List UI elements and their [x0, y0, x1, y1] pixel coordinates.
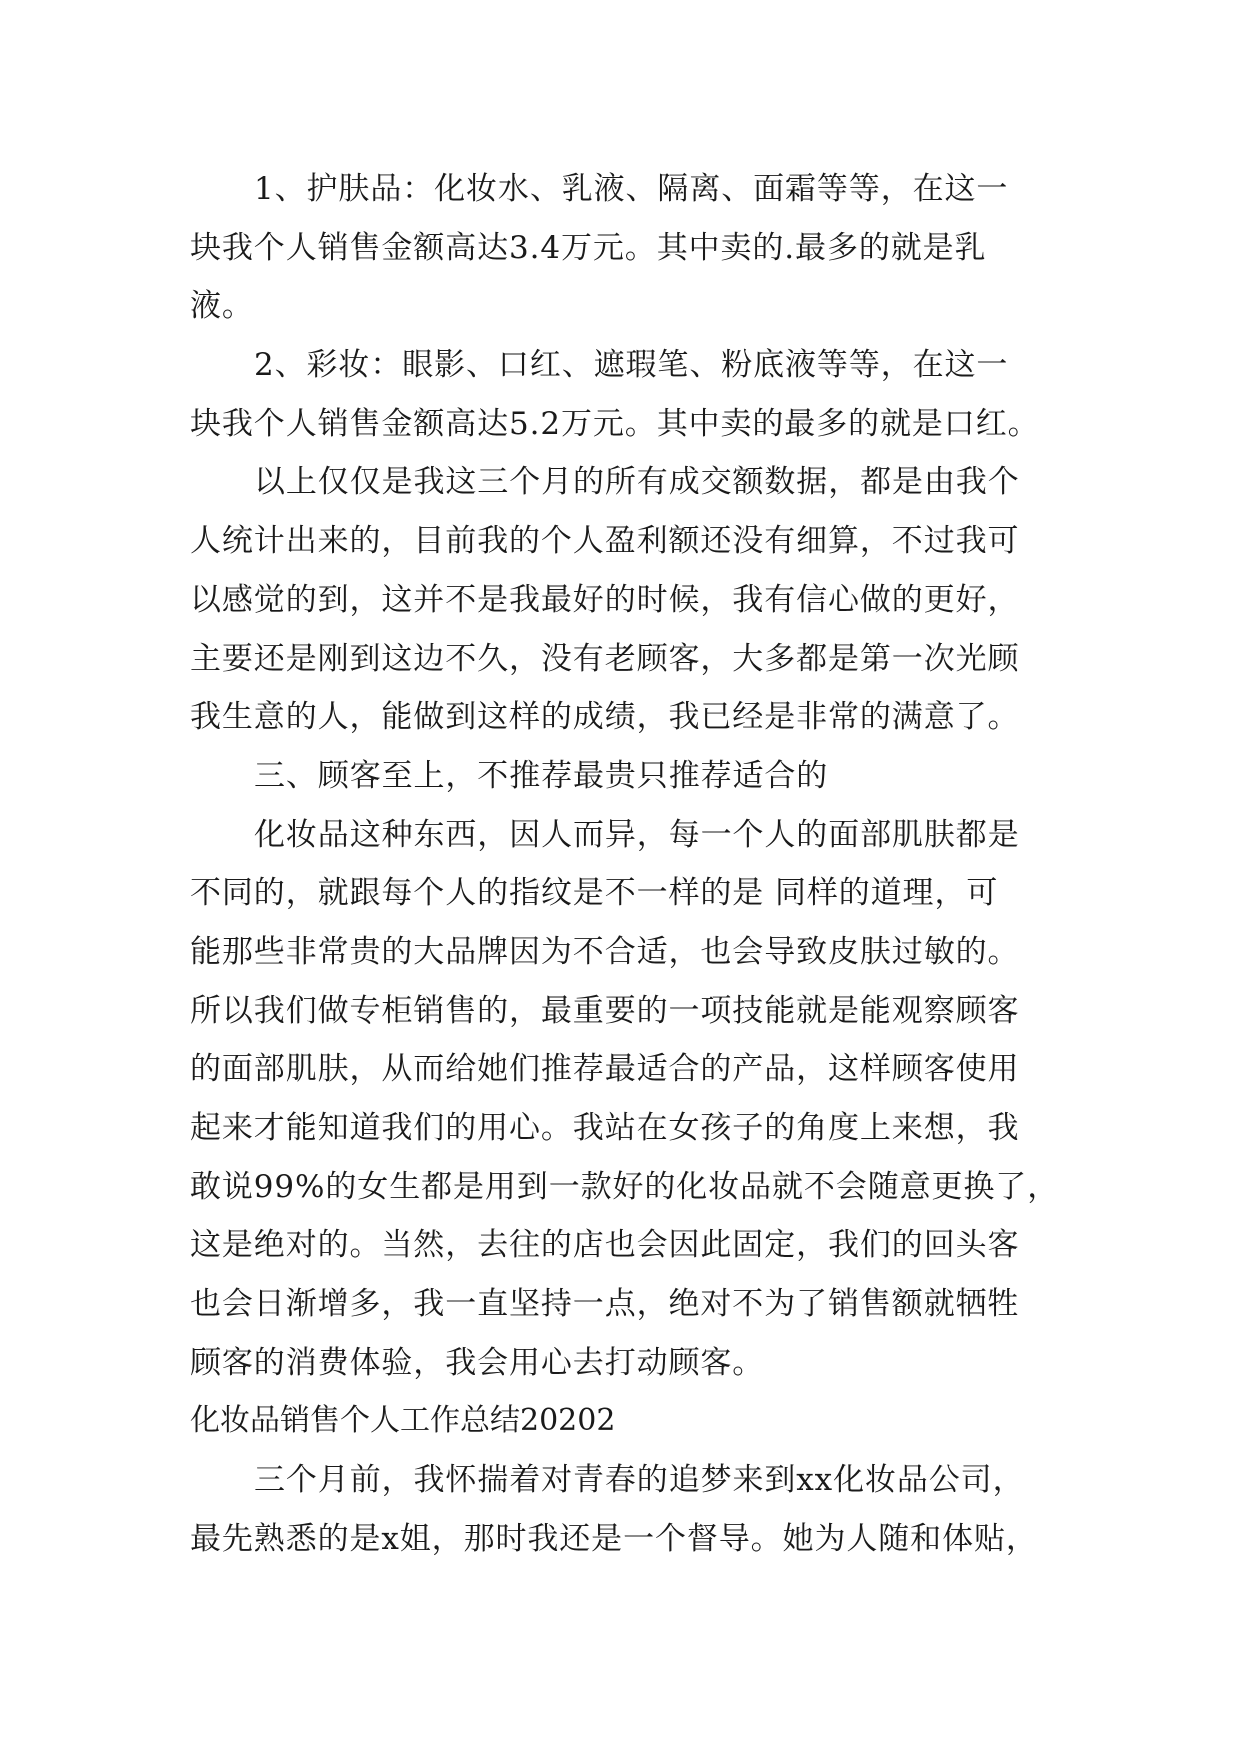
paragraph-line: 块我个人销售金额高达5.2万元。其中卖的最多的就是口红。	[190, 405, 1040, 442]
paragraph-line: 主要还是刚到这边不久，没有老顾客，大多都是第一次光顾	[190, 640, 1020, 677]
paragraph-line: 化妆品这种东西，因人而异，每一个人的面部肌肤都是	[254, 816, 1020, 853]
paragraph-line: 所以我们做专柜销售的，最重要的一项技能就是能观察顾客	[190, 992, 1020, 1029]
paragraph-line: 以感觉的到，这并不是我最好的时候，我有信心做的更好，	[190, 581, 1020, 618]
paragraph-line: 人统计出来的，目前我的个人盈利额还没有细算，不过我可	[190, 523, 1020, 560]
paragraph-line: 1、护肤品：化妆水、乳液、隔离、面霜等等，在这一	[254, 171, 1009, 207]
paragraph-line: 我生意的人，能做到这样的成绩，我已经是非常的满意了。	[190, 699, 1020, 736]
paragraph-line: 敢说99%的女生都是用到一款好的化妆品就不会随意更换了，	[190, 1168, 1060, 1205]
document-body	[190, 160, 1070, 1569]
document-title: 化妆品销售个人工作总结20202	[190, 1403, 616, 1439]
paragraph-line: 不同的，就跟每个人的指纹是不一样的是 同样的道理，可	[190, 875, 999, 912]
paragraph-line: 顾客的消费体验，我会用心去打动顾客。	[190, 1344, 765, 1381]
paragraph-line: 液。	[190, 288, 254, 325]
paragraph-line: 这是绝对的。当然，去往的店也会因此固定，我们的回头客	[190, 1227, 1020, 1264]
paragraph-line: 能那些非常贵的大品牌因为不合适，也会导致皮肤过敏的。	[190, 933, 1020, 970]
paragraph-line: 起来才能知道我们的用心。我站在女孩子的角度上来想，我	[190, 1110, 1020, 1146]
paragraph-line: 2、彩妆：眼影、口红、遮瑕笔、粉底液等等，在这一	[254, 347, 1009, 384]
paragraph-line: 以上仅仅是我这三个月的所有成交额数据，都是由我个	[254, 464, 1020, 501]
paragraph-line: 最先熟悉的是x姐，那时我还是一个督导。她为人随和体贴，	[190, 1520, 1038, 1557]
paragraph-line: 也会日渐增多，我一直坚持一点，绝对不为了销售额就牺牲	[190, 1286, 1020, 1323]
section-heading: 三、顾客至上，不推荐最贵只推荐适合的	[254, 757, 829, 794]
paragraph-line: 块我个人销售金额高达3.4万元。其中卖的.最多的就是乳	[190, 229, 987, 266]
paragraph-line: 三个月前，我怀揣着对青春的追梦来到xx化妆品公司，	[254, 1462, 1025, 1499]
paragraph-line: 的面部肌肤，从而给她们推荐最适合的产品，这样顾客使用	[190, 1051, 1020, 1088]
